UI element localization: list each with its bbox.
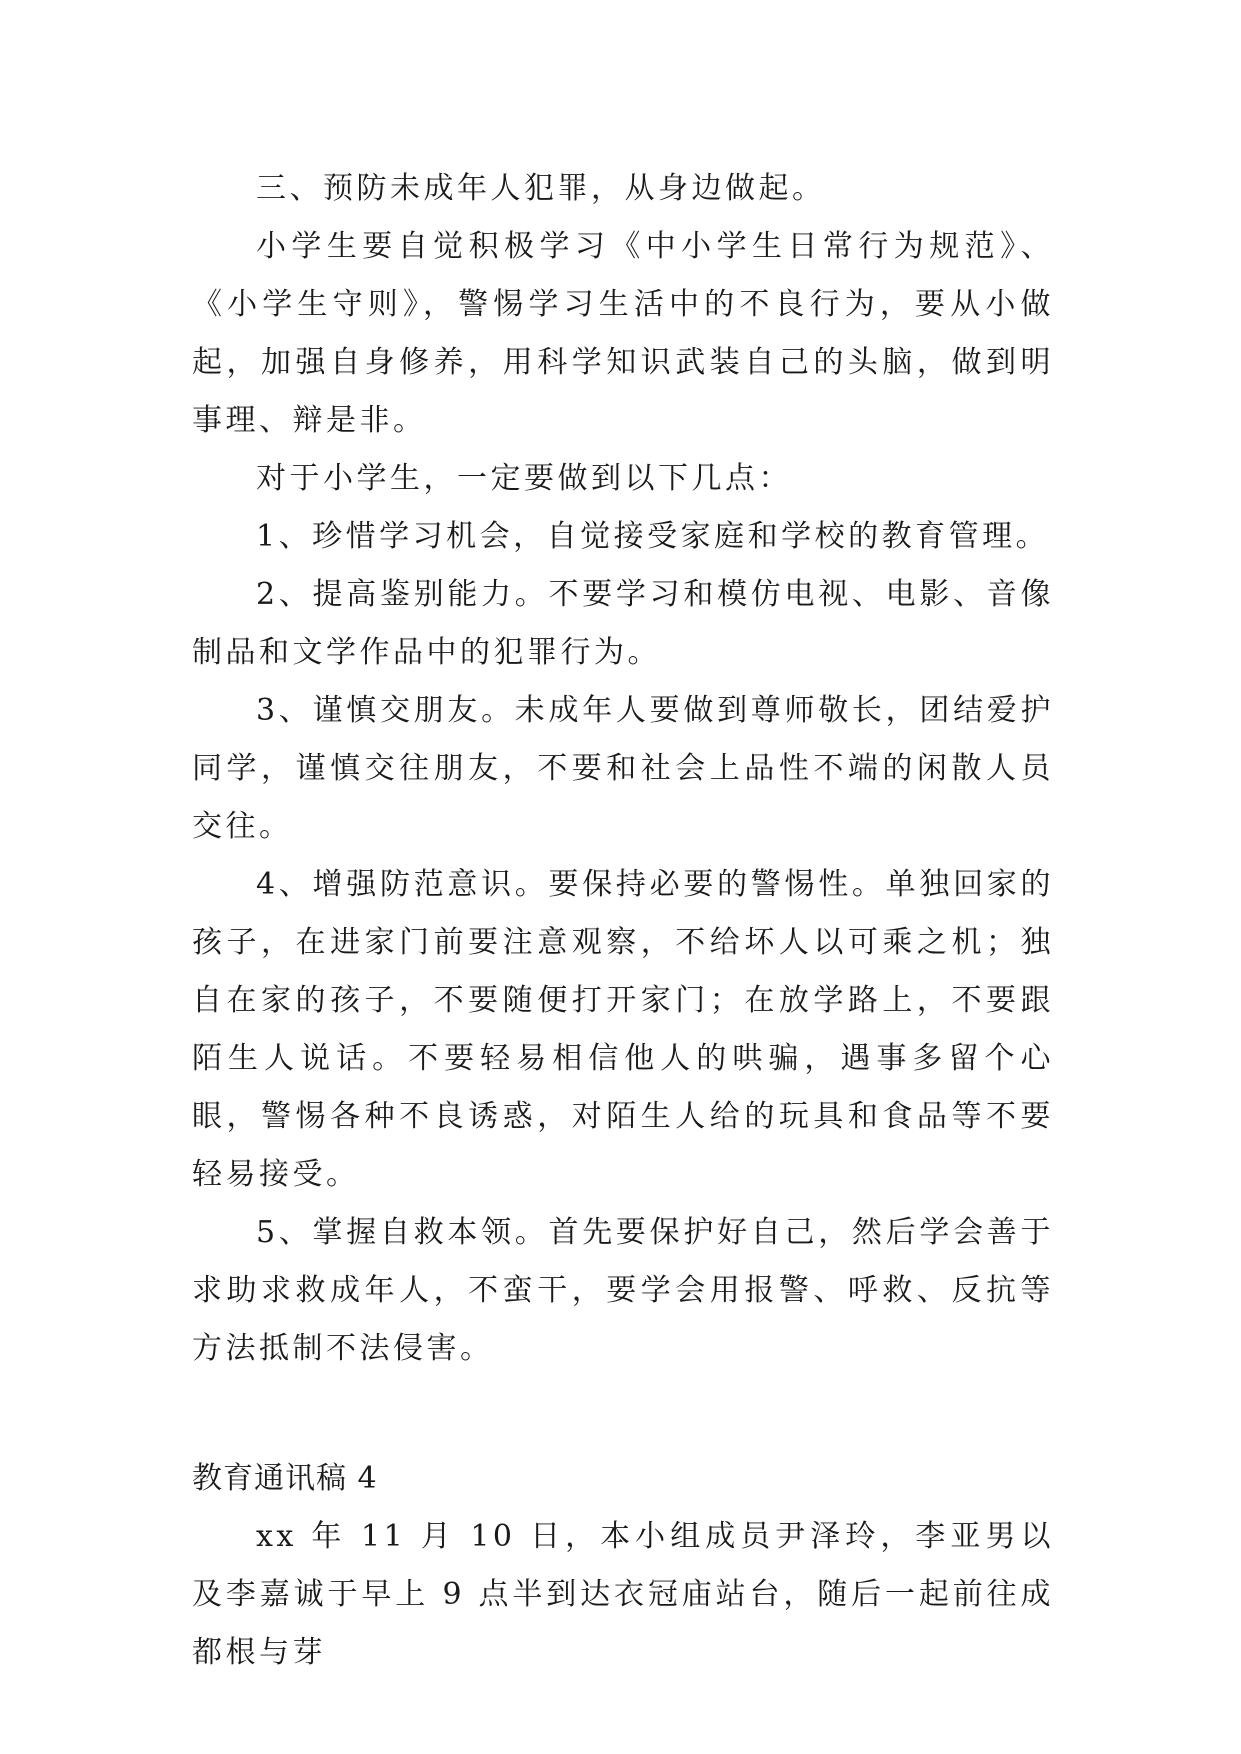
point-paragraph-5: 5、掌握自救本领。首先要保护好自己，然后学会善于求助求救成年人，不蛮干，要学会用报警、呼救、反抗等方法抵制不法侵害。 (192, 1215, 1054, 1366)
section-intro-paragraph: 小学生要自觉积极学习《中小学生日常行为规范》、《小学生守则》，警惕学习生活中的不良行为，要从小做起，加强自身修养，用科学知识武装自己的头脑，做到明事理、辩是非。 (192, 229, 1054, 438)
point-paragraph-1: 1、珍惜学习机会，自觉接受家庭和学校的教育管理。 (256, 519, 1050, 554)
point-paragraph-4: 4、增强防范意识。要保持必要的警惕性。单独回家的孩子，在进家门前要注意观察，不给坏人以可乘之机；独自在家的孩子，不要随便打开家门；在放学路上，不要跟陌生人说话。不要轻易相信他人的哄骗，遇事多留个心眼，警惕各种不良诱惑，对陌生人给的玩具和食品等不要轻易接受。 (192, 867, 1054, 1192)
point-paragraph-2: 2、提高鉴别能力。不要学习和模仿电视、电影、音像制品和文学作品中的犯罪行为。 (192, 577, 1054, 670)
article-title: 教育通讯稿 4 (192, 1461, 378, 1496)
point-paragraph-3: 3、谨慎交朋友。未成年人要做到尊师敬长，团结爱护同学，谨慎交往朋友，不要和社会上品性不端的闲散人员交往。 (192, 693, 1054, 844)
article-body-paragraph: xx 年 11 月 10 日，本小组成员尹泽玲，李亚男以及李嘉诚于早上 9 点半到达衣冠庙站台，随后一起前往成都根与芽 (192, 1519, 1054, 1670)
section-lead-paragraph: 对于小学生，一定要做到以下几点： (256, 461, 792, 496)
section-heading: 三、预防未成年人犯罪，从身边做起。 (256, 171, 826, 206)
document-body (192, 160, 1054, 1682)
